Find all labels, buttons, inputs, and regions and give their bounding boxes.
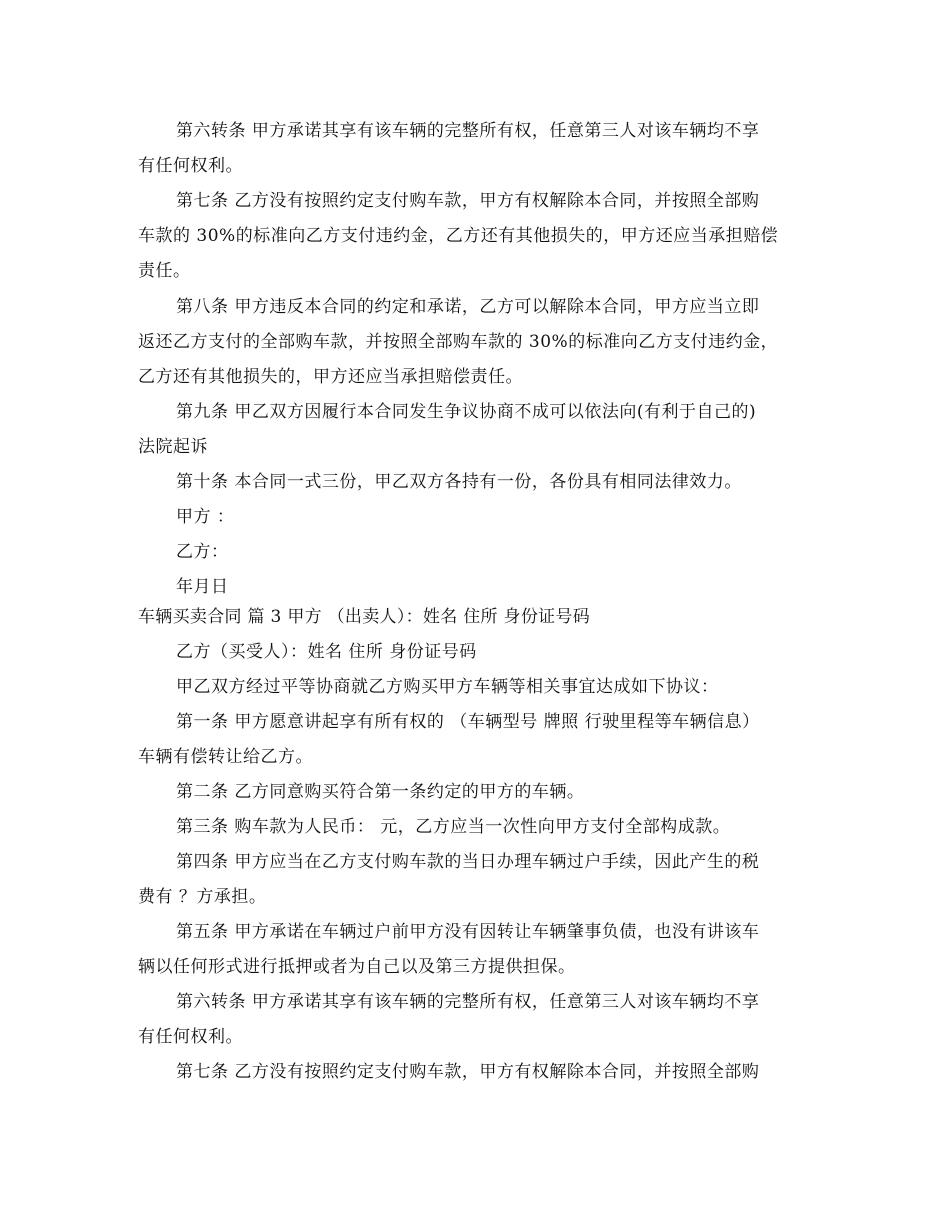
signature-party-b: 乙方： (176, 542, 229, 562)
paragraph-line: 法院起诉 (138, 437, 208, 457)
paragraph-line: 乙方（买受人）：姓名 住所 身份证号码 (176, 642, 477, 662)
paragraph-line: 返还乙方支付的全部购车款，并按照全部购车款的 30%的标准向乙方支付违约金， (138, 332, 779, 352)
paragraph-line: 乙方还有其他损失的，甲方还应当承担赔偿责任。 (138, 367, 523, 387)
signature-party-a: 甲方 ： (176, 507, 235, 527)
paragraph-line: 第七条 乙方没有按照约定支付购车款，甲方有权解除本合同，并按照全部购 (176, 1062, 760, 1082)
paragraph-line: 第十条 本合同一式三份，甲乙双方各持有一份，各份具有相同法律效力。 (176, 472, 742, 492)
paragraph-line: 甲乙双方经过平等协商就乙方购买甲方车辆等相关事宜达成如下协议： (176, 677, 719, 697)
contract-heading: 车辆买卖合同 篇 3 甲方 （出卖人）：姓名 住所 身份证号码 (138, 607, 591, 627)
paragraph-line: 第三条 购车款为人民币： 元，乙方应当一次性向甲方支付全部构成款。 (176, 817, 731, 837)
paragraph-line: 费有 ？方承担。 (138, 887, 267, 907)
paragraph-line: 第九条 甲乙双方因履行本合同发生争议协商不成可以依法向(有利于自己的) (176, 402, 757, 422)
paragraph-line: 车款的 30%的标准向乙方支付违约金，乙方还有其他损失的，甲方还应当承担赔偿 (138, 226, 779, 246)
signature-date: 年月日 (176, 577, 229, 597)
paragraph-line: 第二条 乙方同意购买符合第一条约定的甲方的车辆。 (176, 782, 585, 802)
paragraph-line: 第六转条 甲方承诺其享有该车辆的完整所有权，任意第三人对该车辆均不享 (176, 992, 760, 1012)
paragraph-line: 车辆有偿转让给乙方。 (138, 747, 313, 767)
paragraph-line: 第五条 甲方承诺在车辆过户前甲方没有因转让车辆肇事负债，也没有讲该车 (176, 922, 760, 942)
paragraph-line: 有任何权利。 (138, 1027, 243, 1047)
paragraph-line: 有任何权利。 (138, 156, 243, 176)
paragraph-line: 辆以任何形式进行抵押或者为自己以及第三方提供担保。 (138, 957, 576, 977)
paragraph-line: 第八条 甲方违反本合同的约定和承诺，乙方可以解除本合同，甲方应当立即 (176, 297, 760, 317)
paragraph-line: 第七条 乙方没有按照约定支付购车款，甲方有权解除本合同，并按照全部购 (176, 191, 760, 211)
paragraph-line: 第四条 甲方应当在乙方支付购车款的当日办理车辆过户手续，因此产生的税 (176, 852, 760, 872)
paragraph-line: 第六转条 甲方承诺其享有该车辆的完整所有权，任意第三人对该车辆均不享 (176, 121, 760, 141)
paragraph-line: 责任。 (138, 261, 191, 281)
paragraph-line: 第一条 甲方愿意讲起享有所有权的 （车辆型号 牌照 行驶里程等车辆信息） (176, 712, 760, 732)
